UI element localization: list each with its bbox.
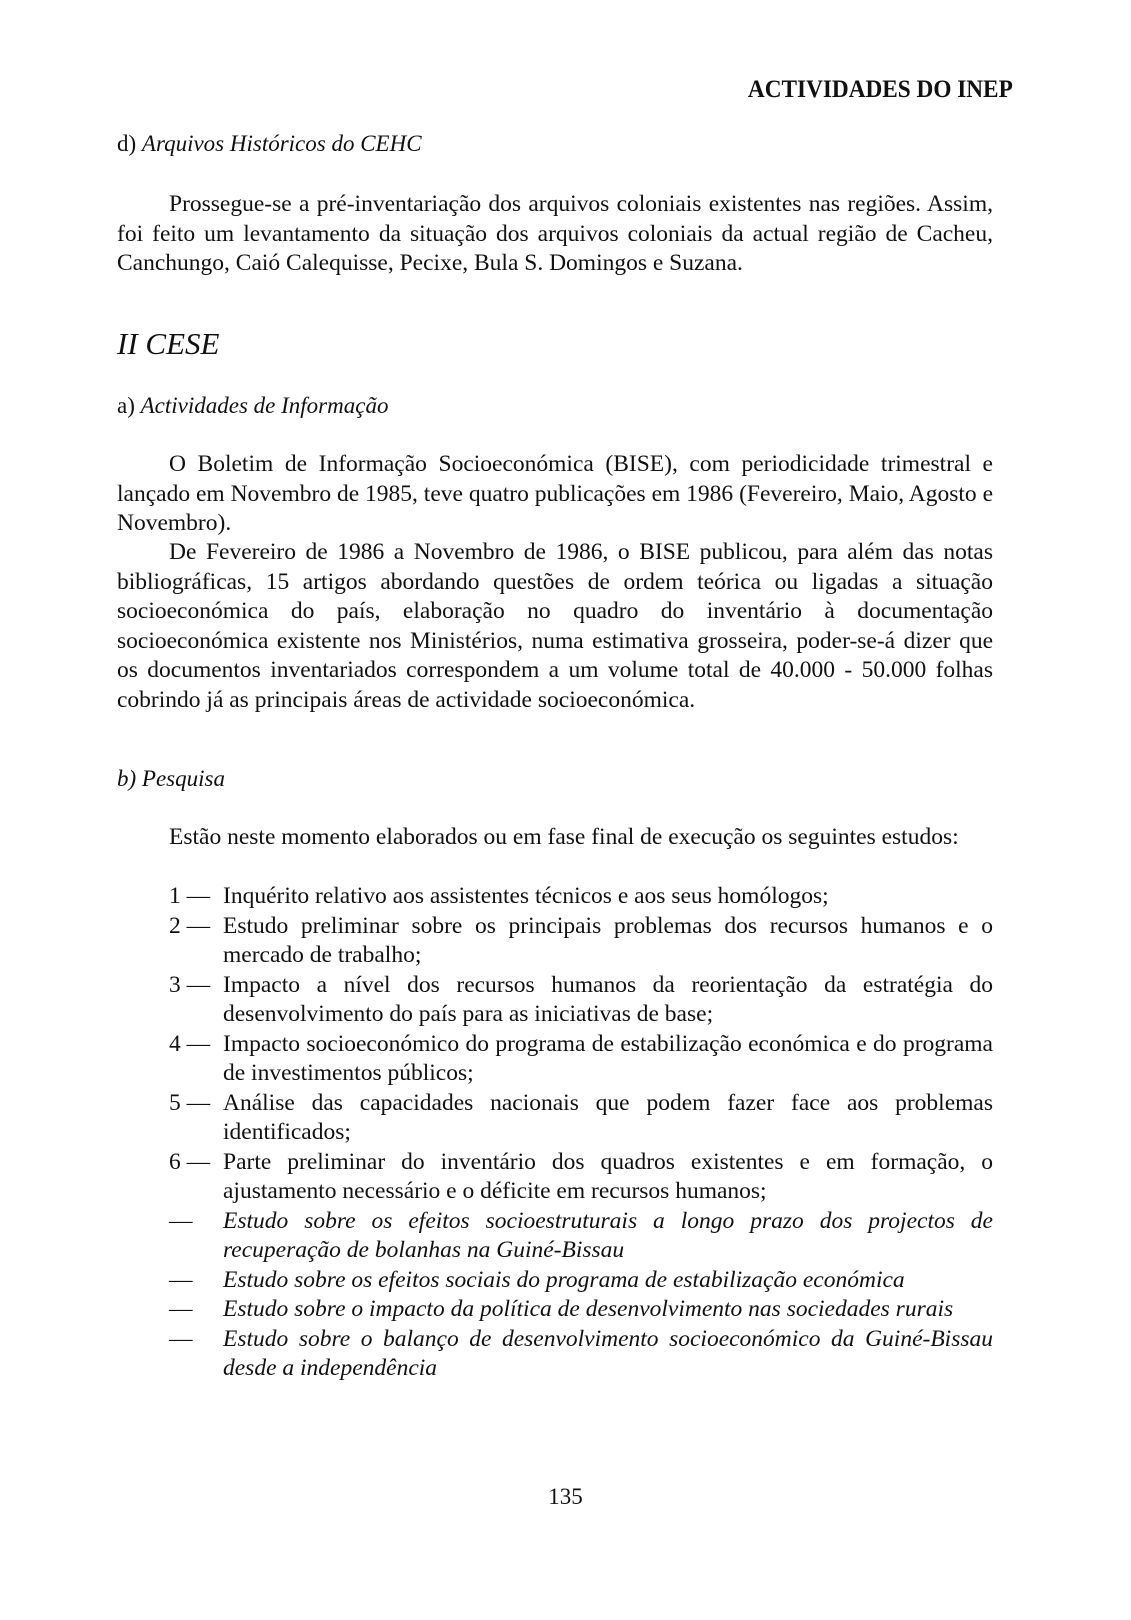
section-a-paragraph-1 — [117, 450, 993, 539]
item-number: 1 — — [169, 883, 211, 909]
item-number: 6 — — [169, 1148, 211, 1175]
section-d-heading — [117, 131, 422, 157]
section-b-heading: b) Pesquisa — [117, 766, 225, 791]
dash-marker: — — [169, 1266, 193, 1293]
dash-marker: — — [169, 1207, 193, 1234]
item-text: Estudo sobre os efeitos sociais do programa de estabilização económica — [223, 1266, 905, 1293]
item-number: 5 — — [169, 1089, 211, 1116]
section-d-prefix: d) — [117, 131, 137, 156]
item-number: 3 — — [169, 971, 211, 998]
paragraph-text: De Fevereiro de 1986 a Novembro de 1986, o BISE publicou, para além das notas bibliográficas, 15 artigos abordando questões de ordem teórica ou ligadas a situação socioeconómica do país, elaboração no quadro do inventário à documentação socioeconómica existente nos Ministérios, numa estimativa grosseira, poder-se-á dizer que os documentos inventariados correspondem a um volume total de 40.000 - 50.000 folhas cobrindo já as principais áreas de actividade socioeconómica. — [117, 539, 993, 713]
paragraph-text: Estão neste momento elaborados ou em fase final de execução os seguintes estudos: — [169, 824, 959, 850]
section-a-paragraph-2 — [117, 538, 993, 715]
study-dash-item-2 — [117, 1266, 993, 1296]
studies-list — [117, 882, 993, 1384]
item-text: Estudo preliminar sobre os principais problemas dos recursos humanos e o mercado de trabalho; — [223, 912, 993, 968]
study-item-3 — [117, 971, 993, 1030]
section-b-intro — [117, 823, 993, 853]
page-number: 135 — [548, 1484, 583, 1509]
section-d-title: Arquivos Históricos do CEHC — [141, 131, 422, 156]
section-a-title: Actividades de Informação — [140, 393, 389, 418]
study-item-4 — [117, 1030, 993, 1089]
item-number: 4 — — [169, 1030, 211, 1057]
study-dash-item-3 — [117, 1295, 993, 1325]
section-d-paragraph — [117, 190, 993, 279]
study-item-2 — [117, 912, 993, 971]
paragraph-text: Prossegue-se a pré-inventariação dos arquivos coloniais existentes nas regiões. Assim, foi feito um levantamento da situação dos arquivos coloniais da actual região de Cacheu, Canchungo, Caió Calequisse, Pecixe, Bula S. Domingos e Suzana. — [117, 191, 993, 276]
item-text: Inquérito relativo aos assistentes técnicos e aos seus homólogos; — [223, 883, 829, 909]
section-ii-heading: II CESE — [117, 326, 220, 361]
study-item-5 — [117, 1089, 993, 1148]
paragraph-text: O Boletim de Informação Socioeconómica (BISE), com periodicidade trimestral e lançado em Novembro de 1985, teve quatro publicações em 1986 (Fevereiro, Maio, Agosto e Novembro). — [117, 451, 993, 536]
item-text: Estudo sobre o impacto da política de desenvolvimento nas sociedades rurais — [223, 1296, 954, 1322]
item-number: 2 — — [169, 912, 211, 939]
section-a-prefix: a) — [117, 393, 135, 418]
study-dash-item-4 — [117, 1325, 993, 1384]
item-text: Impacto socioeconómico do programa de estabilização económica e do programa de investimentos públicos; — [223, 1030, 993, 1086]
item-text: Parte preliminar do inventário dos quadros existentes e em formação, o ajustamento necessário e o déficite em recursos humanos; — [223, 1148, 993, 1204]
item-text: Impacto a nível dos recursos humanos da reorientação da estratégia do desenvolvimento do país para as iniciativas de base; — [223, 971, 993, 1027]
running-head: ACTIVIDADES DO INEP — [748, 76, 1013, 103]
study-dash-item-1 — [117, 1207, 993, 1266]
dash-marker: — — [169, 1325, 193, 1352]
study-item-6 — [117, 1148, 993, 1207]
study-item-1 — [117, 882, 993, 912]
item-text: Estudo sobre o balanço de desenvolvimento socioeconómico da Guiné-Bissau desde a independência — [223, 1325, 993, 1381]
section-a-heading — [117, 393, 388, 419]
item-text: Estudo sobre os efeitos socioestruturais a longo prazo dos projectos de recuperação de bolanhas na Guiné-Bissau — [223, 1207, 993, 1263]
dash-marker: — — [169, 1296, 193, 1322]
item-text: Análise das capacidades nacionais que podem fazer face aos problemas identificados; — [223, 1089, 993, 1145]
